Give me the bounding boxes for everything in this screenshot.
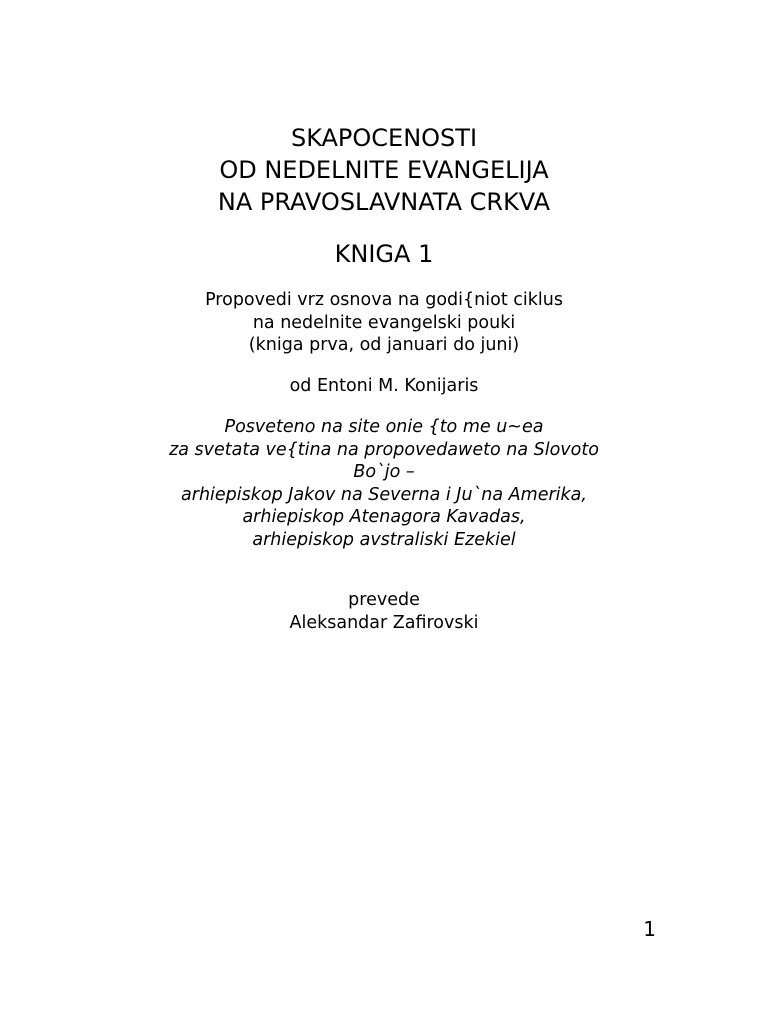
title-line-1: SKAPOCENOSTI — [290, 124, 478, 152]
book-number: KNIGA 1 — [334, 240, 434, 268]
subtitle-line-3: (kniga prva, od januari do juni) — [248, 335, 520, 355]
dedication-line-3: Bo`jo – — [353, 462, 415, 482]
dedication-line-4: arhiepiskop Jakov na Severna i Ju`na Amerika, — [181, 484, 587, 505]
translator-label: prevede — [348, 590, 420, 610]
title-line-2: OD NEDELNITE EVANGELIJA — [219, 156, 549, 184]
author-line: od Entoni M. Konijaris — [289, 376, 479, 396]
translator-name: Aleksandar Zafirovski — [289, 612, 479, 633]
title-line-3: NA PRAVOSLAVNATA CRKVA — [217, 188, 551, 216]
dedication — [0, 416, 768, 551]
dedication-line-6: arhiepiskop avstraliski Ezekiel — [252, 529, 516, 550]
dedication-line-1: Posveteno na site onie {to me u~ea — [224, 417, 544, 437]
dedication-line-2: za svetata ve{tina na propovedaweto na Slovoto — [169, 439, 599, 460]
document-title — [0, 122, 768, 218]
page-number: 1 — [643, 917, 656, 941]
translator-credit — [0, 589, 768, 634]
subtitle-line-1: Propovedi vrz osnova na godi{niot ciklus — [205, 290, 563, 310]
dedication-line-5: arhiepiskop Atenagora Kavadas, — [242, 507, 526, 527]
document-subtitle — [0, 289, 768, 357]
subtitle-line-2: na nedelnite evangelski pouki — [252, 312, 516, 333]
